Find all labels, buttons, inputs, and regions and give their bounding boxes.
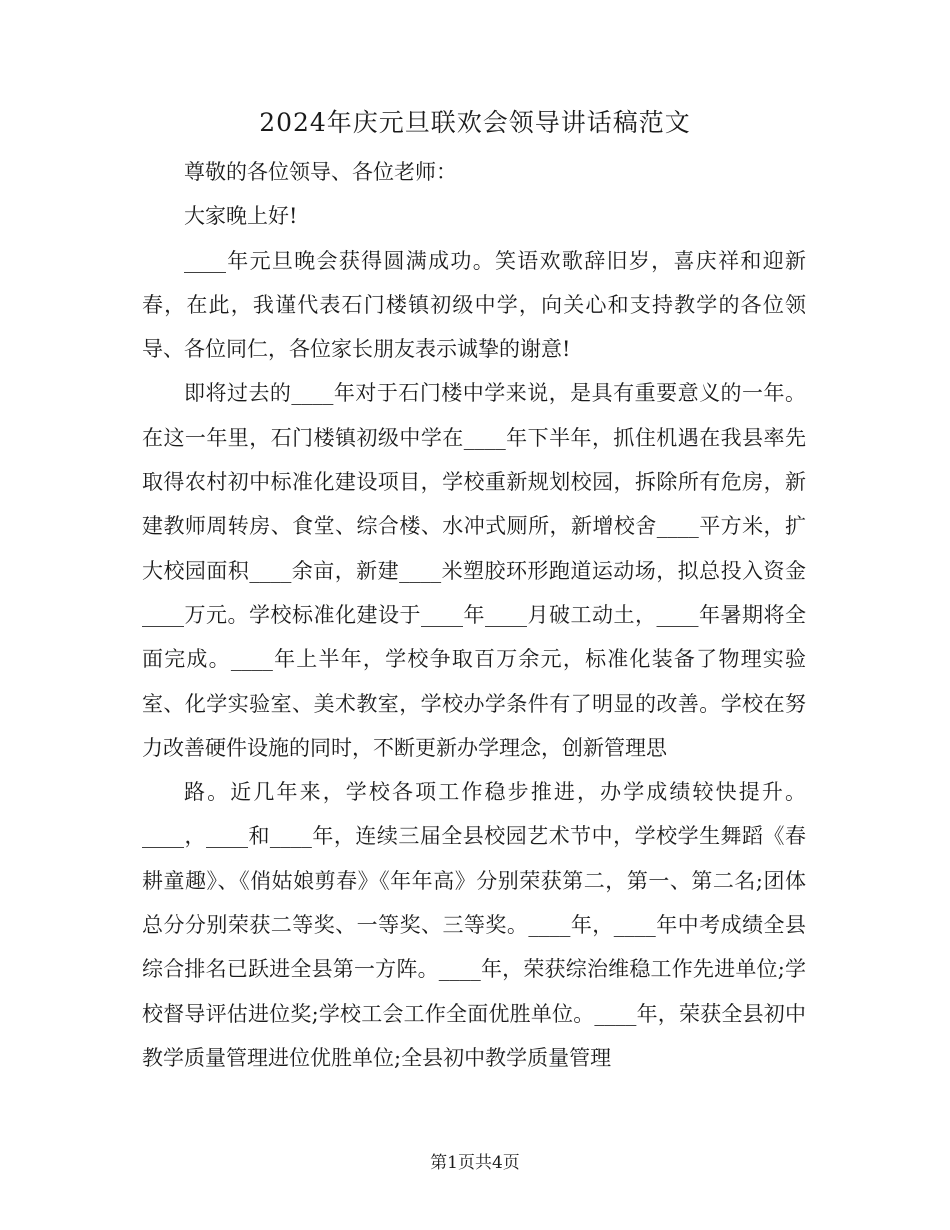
document-title: 2024年庆元旦联欢会领导讲话稿范文 bbox=[259, 108, 691, 137]
body-paragraph: ____年元旦晚会获得圆满成功。笑语欢歌辞旧岁，喜庆祥和迎新春，在此，我谨代表石门楼镇初级中学，向关心和支持教学的各位领导、各位同仁，各位家长朋友表示诚挚的谢意! bbox=[142, 248, 806, 362]
greeting-paragraph: 尊敬的各位领导、各位老师： bbox=[184, 160, 457, 184]
body-paragraph: 即将过去的____年对于石门楼中学来说，是具有重要意义的一年。在这一年里，石门楼镇初级中学在____年下半年，抓住机遇在我县率先取得农村初中标准化建设项目，学校重新规划校园，拆除所有危房，新建教师周转房、食堂、综合楼、水冲式厕所，新增校舍____平方米，扩大校园面积____余亩，新建____米塑胶环形跑道运动场，拟总投入资金____万元。学校标准化建设于____年____月破工动土，____年暑期将全面完成。____年上半年，学校争取百万余元，标准化装备了物理实验室、化学实验室、美术教室，学校办学条件有了明显的改善。学校在努力改善硬件设施的同时，不断更新办学理念，创新管理思 bbox=[142, 381, 806, 760]
page-number-footer: 第1页共4页 bbox=[430, 1153, 520, 1173]
document-body bbox=[142, 150, 806, 1080]
salutation-paragraph: 大家晚上好! bbox=[184, 204, 298, 229]
body-paragraph: 路。近几年来，学校各项工作稳步推进，办学成绩较快提升。____，____和____年，连续三届全县校园艺术节中，学校学生舞蹈《春耕童趣》、《俏姑娘剪春》《年年高》分别荣获第二，第一、第二名;团体总分分别荣获二等奖、一等奖、三等奖。____年，____年中考成绩全县综合排名已跃进全县第一方阵。____年，荣获综治维稳工作先进单位;学校督导评估进位奖;学校工会工作全面优胜单位。____年，荣获全县初中教学质量管理进位优胜单位;全县初中教学质量管理 bbox=[142, 780, 806, 1070]
